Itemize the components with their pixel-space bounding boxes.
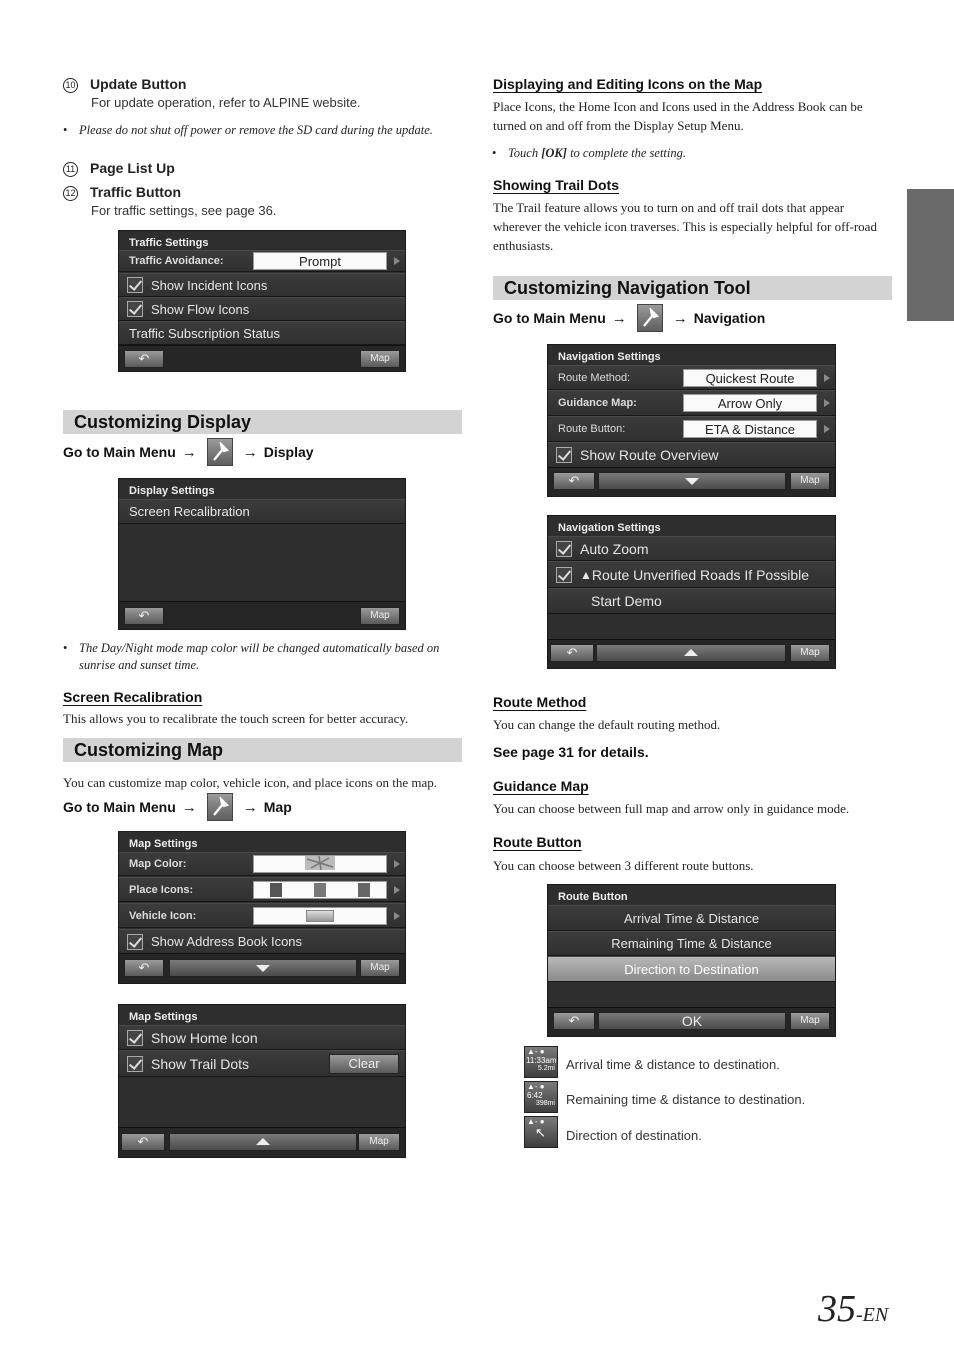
item-number-10: 10 [63,78,78,93]
arrival-time-icon: ▲- ● 11:33am 5.2mi [524,1046,558,1078]
scroll-down-button[interactable] [169,959,357,977]
item-number-11: 11 [63,162,78,177]
route-button-heading: Route Button [493,834,582,850]
customizing-navigation-tool-heading: Customizing Navigation Tool [493,276,892,300]
route-button-text: You can choose between 3 different route buttons. [493,858,754,873]
customizing-map-heading: Customizing Map [63,738,462,762]
back-button[interactable] [124,959,164,977]
update-button-item [63,76,186,93]
traffic-button-item [63,184,181,201]
checkbox-checked-icon[interactable] [127,277,143,293]
display-goto-line: Go to Main Menu → → Display [63,438,314,466]
customizing-map-intro: You can customize map color, vehicle icon, and place icons on the map. [63,775,437,790]
place-icons-value[interactable] [253,881,387,899]
auto-zoom-row[interactable]: Auto Zoom [548,536,835,561]
route-method-text: You can change the default routing method. [493,717,721,732]
arrow-right-icon [824,399,830,407]
screen-title: Display Settings [129,485,215,497]
warning-triangle-icon: ▲ [580,567,592,582]
back-button[interactable] [124,350,164,368]
route-method-heading: Route Method [493,694,587,710]
direction-desc: Direction of destination. [566,1128,702,1143]
show-home-icon-row[interactable]: Show Home Icon [119,1025,405,1050]
show-incident-icons-row[interactable]: Show Incident Icons [119,273,405,297]
screen-bottom-bar [119,601,405,629]
guidance-map-value[interactable]: Arrow Only [683,394,817,412]
showing-trail-dots-heading: Showing Trail Dots [493,177,620,193]
arrival-time-distance-row[interactable]: Arrival Time & Distance [548,905,835,931]
show-trail-dots-row[interactable]: Show Trail Dots Clear [119,1050,405,1077]
icons-on-map-text: Place Icons, the Home Icon and Icons used in the Address Book can be turned on and off from the Display Setup Menu. [493,99,863,133]
show-address-book-icons-row[interactable]: Show Address Book Icons [119,929,405,954]
remaining-time-desc: Remaining time & distance to destination. [566,1092,806,1107]
scroll-down-button[interactable] [598,472,786,490]
wrench-icon [207,793,233,821]
back-button[interactable] [550,644,594,662]
screen-title: Route Button [558,891,628,903]
map-color-value[interactable] [253,855,387,873]
map-button[interactable]: Map [360,350,400,368]
map-thumbnail-icon [305,856,335,870]
screen-title: Map Settings [129,838,198,850]
direction-arrow-icon: ▲- ● ↖ [524,1116,558,1148]
map-color-row[interactable]: Map Color: [119,852,405,876]
screen-bottom-bar [119,953,405,983]
customizing-display-heading: Customizing Display [63,410,462,434]
guidance-map-text: You can choose between full map and arrow only in guidance mode. [493,801,850,816]
route-method-row[interactable]: Route Method: Quickest Route [548,365,835,390]
map-button[interactable]: Map [790,1012,830,1030]
navigation-goto-line: Go to Main Menu → → Navigation [493,304,765,332]
arrow-right-icon [394,257,400,265]
update-button-desc: For update operation, refer to ALPINE website. [91,95,361,110]
map-button[interactable]: Map [360,607,400,625]
checkbox-checked-icon[interactable] [127,1030,143,1046]
checkbox-checked-icon[interactable] [556,567,572,583]
place-icons-row[interactable]: Place Icons: [119,877,405,902]
ok-button[interactable]: OK [598,1012,786,1030]
showing-trail-dots-text: The Trail feature allows you to turn on and off trail dots that appear wherever the vehicle icon traverses. This is especially helpful for off-road enthusiasts. [493,200,877,253]
arrow-right-icon [394,860,400,868]
screen-recalibration-heading: Screen Recalibration [63,689,203,705]
checkbox-checked-icon[interactable] [556,541,572,557]
route-unverified-roads-row[interactable]: ▲ Route Unverified Roads If Possible [548,561,835,588]
show-route-overview-row[interactable]: Show Route Overview [548,442,835,468]
route-button-row[interactable]: Route Button: ETA & Distance [548,416,835,442]
traffic-button-desc: For traffic settings, see page 36. [91,203,277,218]
arrow-right-icon [824,374,830,382]
arrival-time-desc: Arrival time & distance to destination. [566,1057,780,1072]
day-night-note: • The Day/Night mode map color will be changed automatically based on sunrise and sunset time. [63,641,440,672]
back-button[interactable] [124,607,164,625]
parking-icon [358,883,370,897]
show-flow-icons-row[interactable]: Show Flow Icons [119,297,405,321]
checkbox-checked-icon[interactable] [556,447,572,463]
chapter-tab [907,189,954,321]
see-page-31: See page 31 for details. [493,744,649,760]
route-method-value[interactable]: Quickest Route [683,369,817,387]
map-button[interactable]: Map [360,959,400,977]
car-icon [306,910,334,922]
traffic-settings-screen [118,230,406,372]
screen-recalibration-text: This allows you to recalibrate the touch screen for better accuracy. [63,711,409,726]
checkbox-checked-icon[interactable] [127,934,143,950]
page-number: 35-EN [818,1288,889,1330]
traffic-avoidance-row[interactable]: Traffic Avoidance: Prompt [119,250,405,272]
traffic-subscription-row[interactable]: Traffic Subscription Status [119,321,405,345]
page-list-up-title: Page List Up [90,160,175,176]
traffic-button-title: Traffic Button [90,184,181,200]
map-button[interactable]: Map [790,472,830,490]
screen-bottom-bar [548,467,835,496]
vehicle-icon-value[interactable] [253,907,387,925]
update-button-title: Update Button [90,76,187,92]
wrench-icon [637,304,663,332]
screen-title: Navigation Settings [558,522,661,534]
guidance-map-heading: Guidance Map [493,778,589,794]
clear-button[interactable]: Clear [329,1054,399,1074]
map-settings-screen-2 [118,1004,406,1158]
back-button[interactable] [553,1012,595,1030]
back-button[interactable] [553,472,595,490]
screen-bottom-bar [548,1007,835,1036]
map-button[interactable]: Map [790,644,830,662]
map-settings-screen-1 [118,831,406,984]
screen-title: Traffic Settings [129,237,209,249]
icons-on-map-heading: Displaying and Editing Icons on the Map [493,76,763,92]
restaurant-icon [270,883,282,897]
checkbox-checked-icon[interactable] [127,1056,143,1072]
map-goto-line: Go to Main Menu → → Map [63,793,292,821]
scroll-up-button[interactable] [596,644,786,662]
item-number-12: 12 [63,186,78,201]
screen-bottom-bar [548,639,835,668]
vehicle-icon-row[interactable]: Vehicle Icon: [119,903,405,928]
screen-bottom-bar [119,1127,405,1157]
remaining-time-distance-row[interactable]: Remaining Time & Distance [548,931,835,956]
navigation-settings-screen-1 [547,344,836,497]
arrow-right-icon [394,886,400,894]
back-button[interactable] [121,1133,165,1151]
screen-recalibration-row[interactable]: Screen Recalibration [119,499,405,524]
guidance-map-row[interactable]: Guidance Map: Arrow Only [548,390,835,416]
route-button-screen [547,884,836,1037]
page-list-up-item [63,160,175,177]
update-note: • Please do not shut off power or remove the SD card during the update. [63,123,433,137]
scroll-up-button[interactable] [169,1133,357,1151]
arrow-right-icon [824,425,830,433]
direction-to-destination-row[interactable]: Direction to Destination [548,956,835,982]
start-demo-row[interactable]: Start Demo [548,588,835,614]
gas-station-icon [314,883,326,897]
navigation-settings-screen-2 [547,515,836,669]
screen-title: Navigation Settings [558,351,661,363]
screen-title: Map Settings [129,1011,198,1023]
map-button[interactable]: Map [358,1133,400,1151]
arrow-right-icon [394,912,400,920]
checkbox-checked-icon[interactable] [127,301,143,317]
wrench-icon [207,438,233,466]
screen-bottom-bar [119,345,405,371]
remaining-time-icon: ▲- ● 6:42 398mi [524,1081,558,1113]
touch-ok-note: • Touch [OK] to complete the setting. [492,146,687,160]
traffic-avoidance-value[interactable]: Prompt [253,252,387,270]
route-button-value[interactable]: ETA & Distance [683,420,817,438]
display-settings-screen [118,478,406,630]
